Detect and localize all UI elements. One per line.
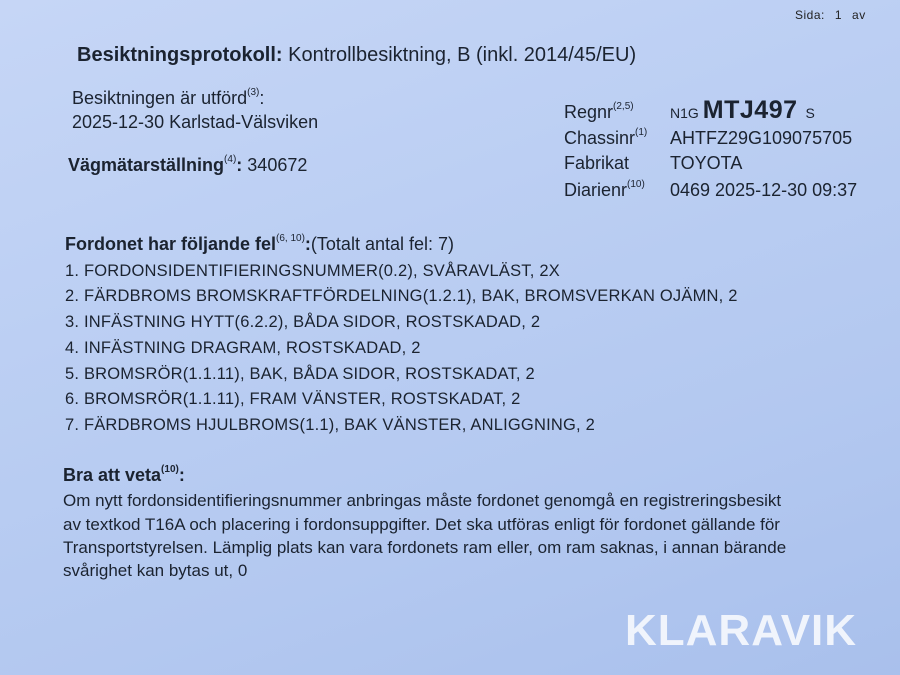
inspection-colon: : — [259, 88, 265, 108]
inspection-ref: (3) — [247, 87, 260, 98]
odometer-value: 340672 — [247, 155, 308, 175]
vehicle-chassinr — [564, 128, 852, 149]
page-label: Sida: — [795, 8, 825, 22]
defects-colon: : — [304, 234, 311, 254]
vehicle-regnr — [564, 96, 815, 125]
regnr-ref: (2,5) — [613, 101, 634, 112]
inspection-value: 2025-12-30 Karlstad-Välsviken — [72, 112, 319, 132]
info-ref: (10) — [161, 464, 179, 475]
defect-item: 5. BROMSRÖR(1.1.11), BAK, BÅDA SIDOR, ROSTSKADAT, 2 — [65, 365, 535, 383]
info-line: av textkod T16A och placering i fordonsuppgifter. Det ska utföras enligt för fordonet gällande för — [63, 515, 780, 534]
inspection-label — [72, 88, 264, 109]
defect-item: 1. FORDONSIDENTIFIERINGSNUMMER(0.2), SVÅRAVLÄST, 2X — [65, 262, 560, 280]
inspection-label-text: Besiktningen är utförd — [72, 88, 248, 108]
defect-item: 7. FÄRDBROMS HJULBROMS(1.1), BAK VÄNSTER, ANLIGGNING, 2 — [65, 416, 595, 434]
diarienr-ref: (10) — [627, 179, 645, 190]
defects-heading — [65, 234, 454, 255]
chassinr-ref: (1) — [635, 127, 648, 138]
page-of: av — [852, 8, 866, 22]
regnr-suffix: S — [805, 105, 815, 121]
vehicle-diarienr — [564, 180, 857, 201]
watermark-logo: KLARAVIK — [625, 606, 858, 655]
page-number-value: 1 — [834, 8, 843, 22]
chassinr-value: AHTFZ29G109075705 — [670, 128, 853, 148]
diarienr-value: 0469 2025-12-30 09:37 — [670, 180, 858, 200]
diarienr-label: Diarienr — [564, 180, 628, 200]
diarienr-label-wrap — [564, 180, 670, 201]
odometer-colon: : — [236, 155, 243, 175]
info-line: svårighet kan bytas ut, 0 — [63, 561, 248, 580]
info-line: Transportstyrelsen. Lämplig plats kan vara fordonets ram eller, om ram saknas, i annan bärande — [63, 538, 787, 557]
vehicle-fabrikat — [564, 153, 742, 174]
odometer-ref: (4) — [224, 154, 237, 165]
info-heading-text: Bra att veta — [63, 465, 162, 485]
regnr-prefix: N1G — [670, 105, 699, 121]
info-line: Om nytt fordonsidentifieringsnummer anbringas måste fordonet genomgå en registreringsbesikt — [63, 491, 782, 510]
document-title — [77, 44, 636, 67]
regnr-label: Regnr — [564, 102, 614, 122]
title-rest: Kontrollbesiktning, B (inkl. 2014/45/EU) — [288, 44, 637, 66]
info-heading — [63, 465, 185, 486]
odometer-label: Vägmätarställning — [68, 155, 225, 175]
fabrikat-label: Fabrikat — [564, 153, 630, 173]
regnr-label-wrap — [564, 102, 670, 123]
defects-heading-text: Fordonet har följande fel — [65, 234, 277, 254]
fabrikat-value: TOYOTA — [670, 153, 743, 173]
defect-item: 3. INFÄSTNING HYTT(6.2.2), BÅDA SIDOR, ROSTSKADAD, 2 — [65, 313, 541, 331]
defects-ref: (6, 10) — [276, 233, 305, 244]
defect-item: 2. FÄRDBROMS BROMSKRAFTFÖRDELNING(1.2.1), BAK, BROMSVERKAN OJÄMN, 2 — [65, 287, 738, 305]
page-number — [795, 8, 876, 22]
registration-plate: MTJ497 — [702, 96, 798, 124]
odometer-reading — [68, 155, 307, 176]
chassinr-label: Chassinr — [564, 128, 636, 148]
chassinr-label-wrap — [564, 128, 670, 149]
defect-item: 6. BROMSRÖR(1.1.11), FRAM VÄNSTER, ROSTSKADAT, 2 — [65, 390, 521, 408]
title-bold: Besiktningsprotokoll: — [77, 44, 283, 66]
info-colon: : — [178, 465, 185, 485]
defect-item: 4. INFÄSTNING DRAGRAM, ROSTSKADAD, 2 — [65, 339, 421, 357]
defects-total: (Totalt antal fel: 7) — [310, 234, 454, 254]
